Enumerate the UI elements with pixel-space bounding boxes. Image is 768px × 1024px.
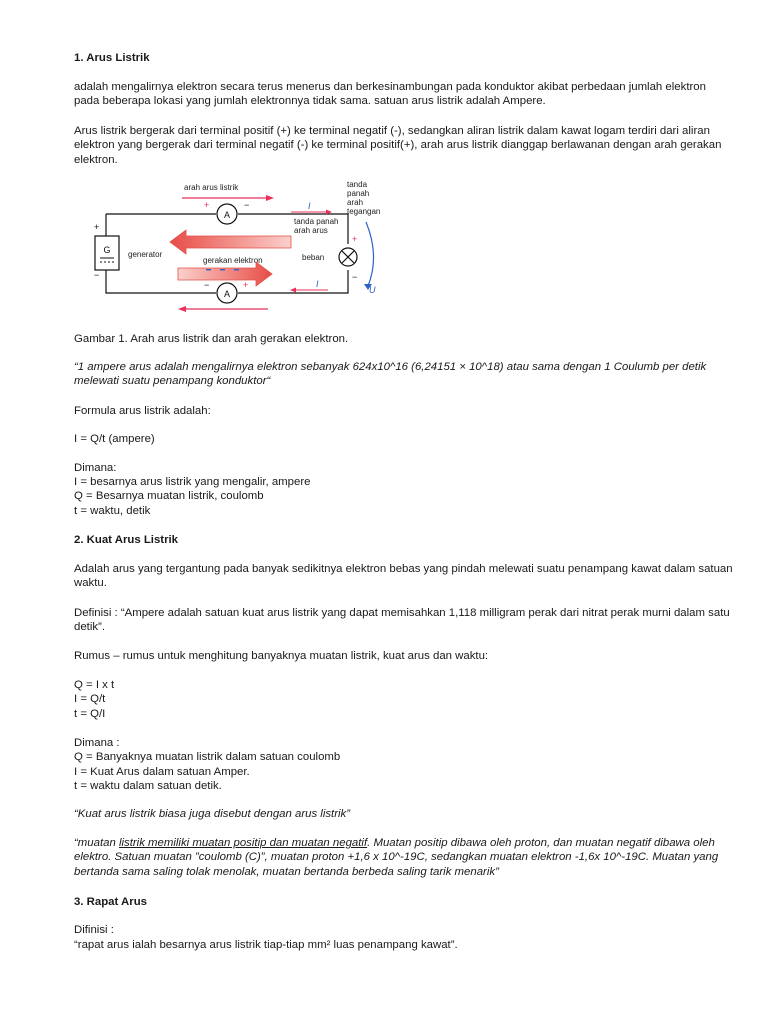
ammeter-bottom-plus: +: [243, 280, 249, 290]
dimana-label: Dimana:: [74, 462, 117, 474]
section-1-paragraph-2: Arus listrik bergerak dari terminal positif (+) ke terminal negatif (-), sedangkan aliran listrik dalam kawat logam terdiri dari aliran elektron yang bergerak dari terminal negatif (-) ke terminal positif(+), arah arus listrik dianggap berlawanan dengan arah gerakan elektron.: [74, 125, 722, 166]
section-2-paragraph: Adalah arus yang tergantung pada banyak sedikitnya elektron bebas yang pindah melewati suatu penampang kawat dalam satuan waktu.: [74, 563, 733, 590]
quote-2-rest: . Muatan positip dibawa oleh proton, dan muatan negatif dibawa oleh elektro. Satuan muatan ”coulomb (C)”, muatan proton +1,6 x 10^-19C, sedangkan muatan elektron -1,6x 10^-19C. Muatan yang bertanda sama saling tolak menolak, muatan bertanda berbeda saling tarik menarik”: [74, 837, 719, 878]
section-1-quote: “1 ampere arus adalah mengalirnya elektron sebanyak 624x10^16 (6,24151 × 10^18) atau sama dengan 1 Coulumb per detik melewati suatu penampang konduktor“: [74, 361, 707, 388]
beban-plus: +: [352, 234, 358, 244]
ammeter-top-minus: −: [244, 200, 250, 210]
section-2-heading: 2. Kuat Arus Listrik: [74, 534, 179, 546]
formula-i: I = Q/t: [74, 693, 106, 705]
beban-minus: −: [352, 272, 358, 282]
circuit-diagram: [86, 178, 386, 316]
section-3-heading: 3. Rapat Arus: [74, 896, 148, 908]
electron-movement-arrow-icon: [170, 230, 291, 254]
formula: I = Q/t (ampere): [74, 433, 155, 445]
ammeter-bottom-minus: −: [204, 280, 210, 290]
voltage-arrow-icon: [364, 222, 374, 290]
voltage-label: U: [369, 285, 376, 295]
electron-minus-signs: [206, 269, 239, 270]
tegangan-label-3: arah: [347, 198, 364, 207]
generator-icon: [95, 236, 119, 270]
section-3-quote: “rapat arus ialah besarnya arus listrik tiap-tiap mm² luas penampang kawat”.: [74, 939, 458, 951]
gerakan-elektron-label: gerakan elektron: [203, 256, 263, 265]
definition-q-2: Q = Banyaknya muatan listrik dalam satuan coulomb: [74, 751, 341, 763]
generator-minus: −: [94, 270, 100, 280]
current-label-bottom: I: [316, 279, 319, 289]
tegangan-label-2: panah: [347, 189, 370, 198]
difinisi-label: Difinisi :: [74, 924, 114, 936]
ammeter-top-plus: +: [204, 200, 210, 210]
current-arrow-bottom-icon: [290, 288, 328, 293]
quote-2-underlined: listrik memiliki muatan positip dan muatan negatif: [118, 837, 368, 849]
current-label-top: I: [308, 201, 311, 211]
section-1-heading: 1. Arus Listrik: [74, 52, 150, 64]
rumus-intro: Rumus – rumus untuk menghitung banyaknya muatan listrik, kuat arus dan waktu:: [74, 650, 489, 662]
formula-t: t = Q/I: [74, 708, 106, 720]
arah-arus-label: arah arus: [294, 226, 328, 235]
dimana-label-2: Dimana :: [74, 737, 120, 749]
definition-q: Q = Besarnya muatan listrik, coulomb: [74, 490, 264, 502]
definition-t: t = waktu, detik: [74, 505, 151, 517]
generator-plus: +: [94, 222, 100, 232]
generator-label: generator: [128, 250, 163, 259]
generator-symbol: G: [103, 245, 111, 255]
beban-label: beban: [302, 253, 325, 262]
formula-q: Q = I x t: [74, 679, 115, 691]
definition-i-2: I = Kuat Arus dalam satuan Amper.: [74, 766, 250, 778]
ammeter-bottom-label: A: [223, 289, 231, 299]
bottom-current-arrow-icon: [178, 306, 268, 312]
figure-caption: Gambar 1. Arah arus listrik dan arah gerakan elektron.: [74, 333, 349, 345]
ammeter-top-label: A: [223, 210, 231, 220]
arah-arus-listrik-label: arah arus listrik: [184, 183, 239, 192]
tegangan-label-1: tanda: [347, 180, 368, 189]
electron-flow-right-arrow-icon: [178, 262, 272, 286]
current-direction-arrow-icon: [182, 195, 274, 201]
definition-t-2: t = waktu dalam satuan detik.: [74, 780, 222, 792]
section-2-definition: Definisi : “Ampere adalah satuan kuat arus listrik yang dapat memisahkan 1,118 milligram perak dari nitrat perak murni dalam satu detik”.: [74, 607, 730, 634]
section-1-paragraph-1: adalah mengalirnya elektron secara terus menerus dan berkesinambungan pada konduktor akibat perbedaan jumlah elektron pada beberapa lokasi yang jumlah elektronnya tidak sama. satuan arus listrik adalah Ampere.: [74, 81, 706, 108]
section-2-quote-1: “Kuat arus listrik biasa juga disebut dengan arus listrik”: [74, 808, 351, 820]
tanda-panah-label: tanda panah: [294, 217, 339, 226]
tegangan-label-4: tegangan: [347, 207, 381, 216]
quote-2-start: “muatan: [74, 837, 119, 849]
formula-intro: Formula arus listrik adalah:: [74, 405, 211, 417]
circuit-svg: [86, 178, 386, 316]
definition-i: I = besarnya arus listrik yang mengalir, ampere: [74, 476, 311, 488]
section-2-quote-2: [74, 836, 734, 879]
